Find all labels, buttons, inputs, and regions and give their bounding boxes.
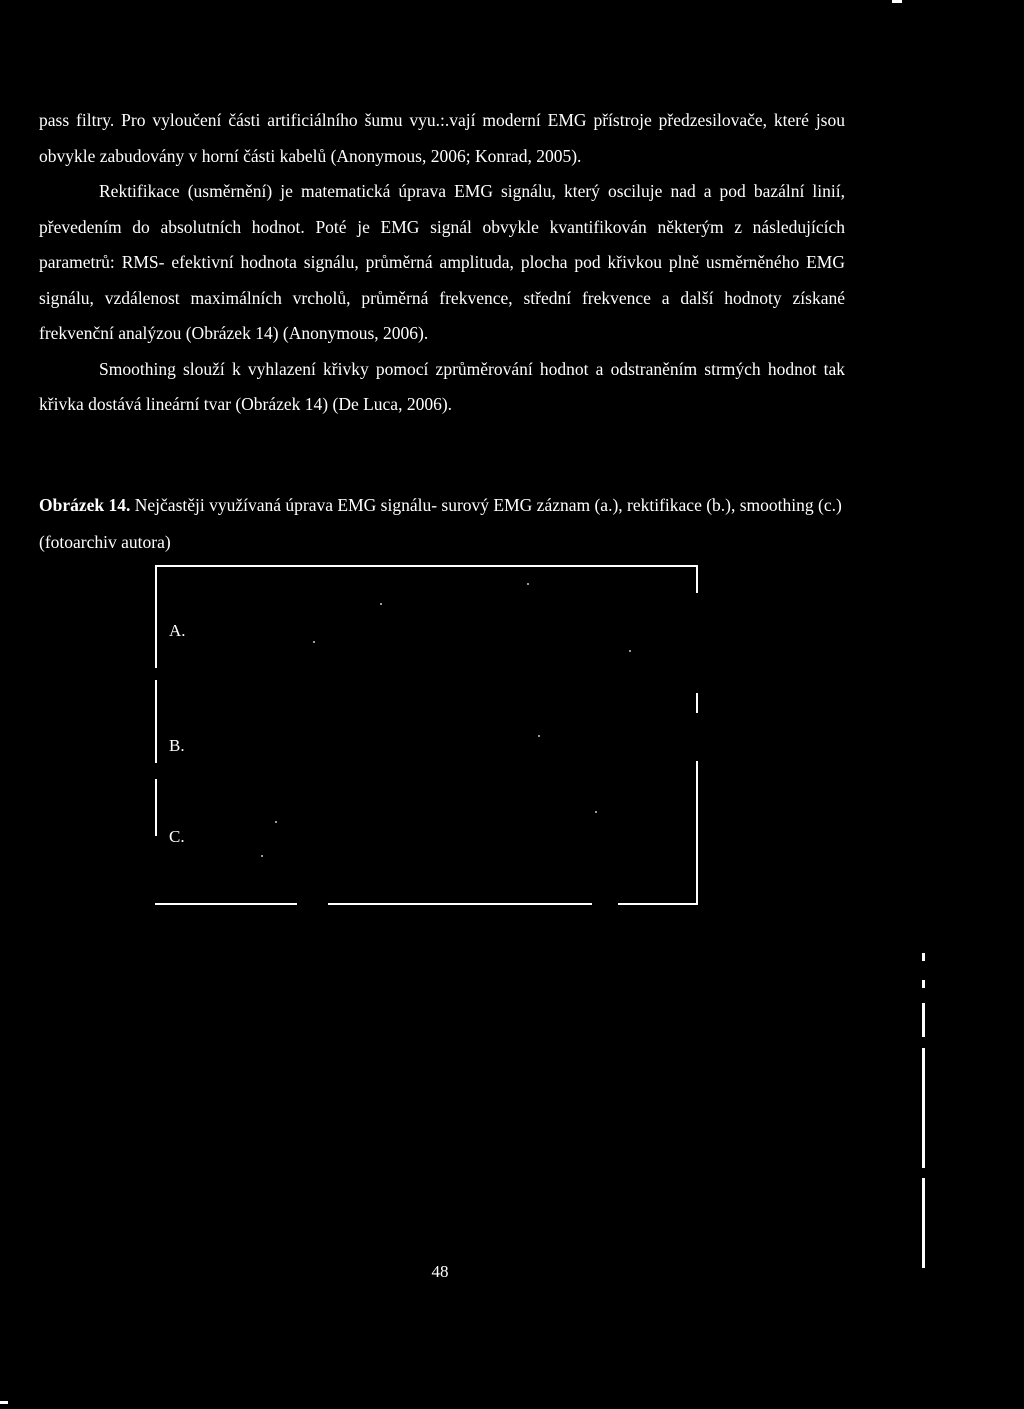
signal-trace-speck xyxy=(629,650,631,652)
signal-trace-speck xyxy=(275,821,277,823)
signal-trace-speck xyxy=(538,735,540,737)
emg-figure xyxy=(155,565,698,905)
label-a: A. xyxy=(169,621,186,640)
figure-border-left xyxy=(155,779,157,836)
signal-trace-speck xyxy=(313,641,315,643)
label-b: B. xyxy=(169,736,185,755)
signal-trace-speck xyxy=(380,603,382,605)
figure-border-top xyxy=(156,565,698,567)
scan-edge-mark xyxy=(922,1178,925,1268)
figure-border-bottom xyxy=(155,903,297,905)
paragraph-1: pass filtry. Pro vyloučení části artificiálního šumu vyu.:.vají moderní EMG přístroje předzesilovače, které jsou obvykle zabudovány v horní části kabelů (Anonymous, 2006; Konrad, 2005). xyxy=(39,110,845,166)
scan-mark xyxy=(892,0,902,3)
scan-mark xyxy=(0,1401,8,1404)
page-number: 48 xyxy=(431,1262,449,1281)
scan-edge-mark xyxy=(922,1003,925,1037)
figure-caption xyxy=(39,487,845,561)
figure-border-right xyxy=(696,761,698,903)
paragraph-3: Smoothing slouží k vyhlazení křivky pomocí zprůměrování hodnot a odstraněním strmých hodnot tak křivka dostává lineární tvar (Obrázek 14) (De Luca, 2006). xyxy=(39,358,845,414)
signal-trace-speck xyxy=(595,811,597,813)
paragraph-2: Rektifikace (usměrnění) je matematická úprava EMG signálu, který osciluje nad a pod bazální linií, převedením do absolutních hodnot. Poté je EMG signál obvykle kvantifikován některým z následujících parametrů: RMS- efektivní hodnota signálu, průměrná amplituda, plocha pod křivkou plně usměrněného EMG signálu, vzdálenost maximálních vrcholů, průměrná frekvence, střední frekvence a další hodnoty získané frekvenční analýzou (Obrázek 14) (Anonymous, 2006). xyxy=(39,181,845,343)
figure-border-bottom xyxy=(618,903,698,905)
label-c: C. xyxy=(169,827,185,846)
scan-edge-mark xyxy=(922,953,925,961)
scan-edge-mark xyxy=(922,980,925,988)
signal-trace-speck xyxy=(261,855,263,857)
signal-trace-speck xyxy=(527,583,529,585)
figure-border-bottom xyxy=(328,903,592,905)
figure-border-left xyxy=(155,680,157,763)
caption-label: Obrázek 14. xyxy=(39,495,131,515)
scan-edge-mark xyxy=(922,1048,925,1168)
figure-border-right xyxy=(696,565,698,593)
figure-border-left xyxy=(155,565,157,668)
body-text xyxy=(39,103,845,423)
figure-border-right xyxy=(696,693,698,713)
caption-text: Nejčastěji využívaná úprava EMG signálu- surový EMG záznam (a.), rektifikace (b.), smoothing (c.) (fotoarchiv autora) xyxy=(39,495,842,552)
